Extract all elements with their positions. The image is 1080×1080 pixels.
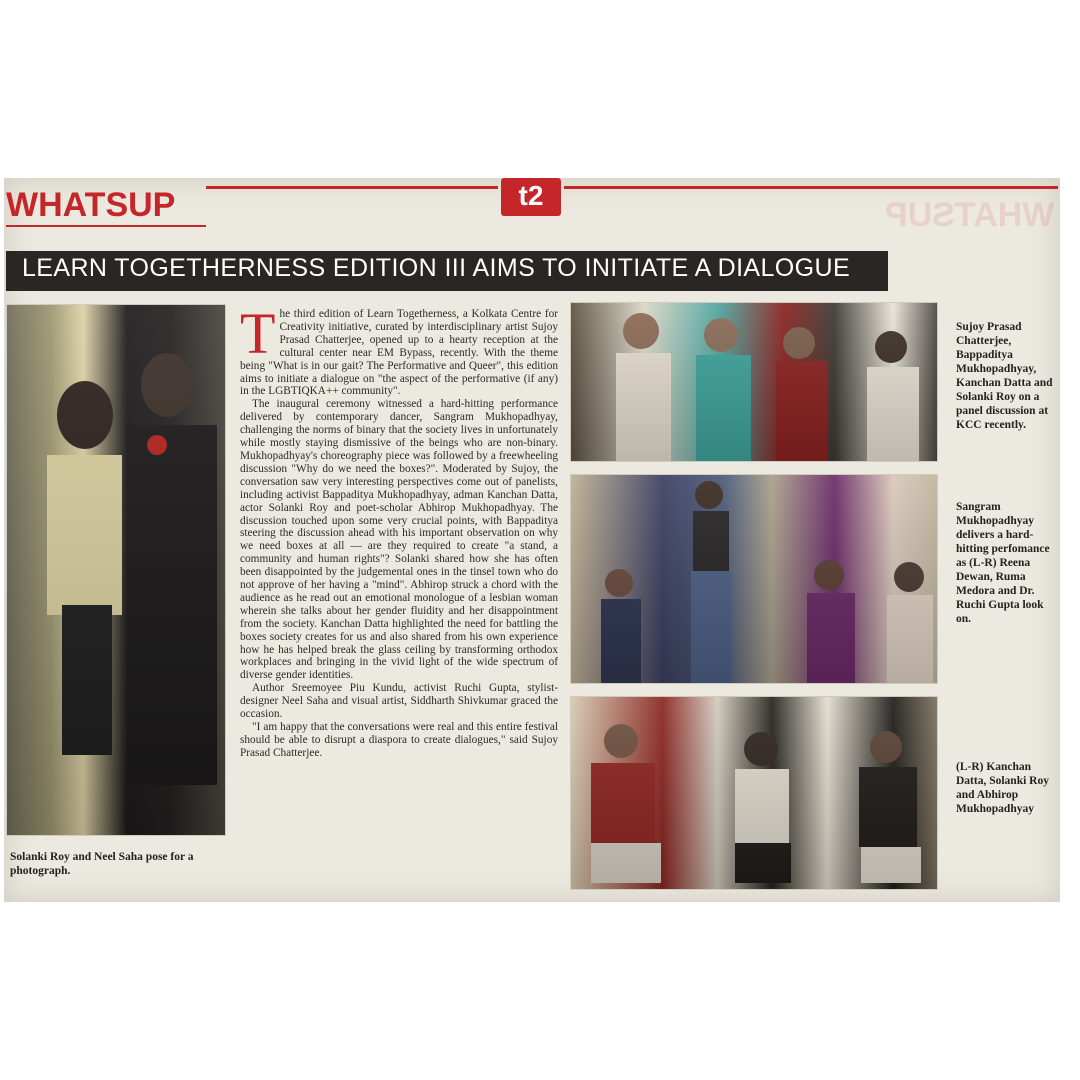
t2-logo: t2 [501, 178, 561, 216]
photo-shade [571, 475, 937, 683]
bleedthrough-section-title: WHATSUP [884, 196, 1054, 234]
photo-panelists [570, 696, 938, 890]
caption-panelists-photo: (L-R) Kanchan Datta, Solanki Roy and Abhirop Mukhopadhyay [956, 761, 1049, 815]
article-body [240, 301, 558, 760]
caption-panel-photo: Sujoy Prasad Chatterjee, Bappaditya Mukhopadhyay, Kanchan Datta and Solanki Roy on a panel discussion at KCC recently. [956, 321, 1053, 431]
drop-cap: T [240, 301, 276, 366]
article-paragraph: The inaugural ceremony witnessed a hard-hitting performance delivered by contemporary dancer, Sangram Mukhopadhyay, challenging the norms of binary that the society lives in unfortunately while mostly staying dismissive of the beings who are non-binary. Mukhopadhyay's choreography piece was followed by a freewheeling discussion "Why do we need the boxes?". Moderated by Sujoy, the conversation saw very interesting perspectives come out of panelists, including activist Bappaditya Mukhopadhyay, adman Kanchan Datta, actor Solanki Roy and poet-scholar Abhirop Mukhopadhyay. The discussion touched upon some very crucial points, with Bappaditya steering the discussion ahead with his important observation on why we need boxes at all — are they required to create "a stand, a community and human rights"? Solanki shared how she has often been disappointed by the judgemental ones in the tinsel town who do not approve of her having a "mind". Abhirop struck a chord with the audience as he read out an emotional monologue of a lesbian woman wherein she talks about her gender fluidity and her disappointment from the society. Kanchan Datta highlighted the need for battling the boxes society creates for us and also shared from his own experience how he has helped break the glass ceiling by transforming orthodox workplaces and bringing in the vivid light of the wide spectrum of diverse gender identities. [240, 398, 558, 682]
photo-shade [571, 303, 937, 461]
section-title: WHATSUP [6, 186, 176, 224]
newspaper-clipping [4, 178, 1060, 902]
article-paragraph-text: he third edition of Learn Togetherness, a Kolkata Centre for Creativity initiative, curated by interdisciplinary artist Sujoy Prasad Chatterjee, opened up to a hearty reception at the cultural center near EM Bypass, recently. With the theme being "What is in our gait? The Performative and Queer", this edition aims to initiate a dialogue on "the aspect of the performative (if any) in the LGBTIQKA++ community". [240, 308, 558, 398]
caption-performance-photo: Sangram Mukhopadhyay delivers a hard-hitting perfomance as (L-R) Reena Dewan, Ruma Medora and Dr. Ruchi Gupta look on. [956, 501, 1050, 625]
photo-panel-discussion [570, 302, 938, 462]
headline: LEARN TOGETHERNESS EDITION III AIMS TO INITIATE A DIALOGUE [22, 254, 851, 282]
photo-shade [571, 697, 937, 889]
section-underline [6, 225, 206, 227]
photo-shade [7, 305, 225, 835]
masthead-rule-right [564, 186, 1058, 189]
photo-solanki-neel [6, 304, 226, 836]
headline-bar [6, 251, 888, 291]
article-paragraph [240, 301, 558, 398]
caption-left-photo: Solanki Roy and Neel Saha pose for a photograph. [10, 851, 194, 877]
masthead-rule-left [206, 186, 498, 189]
photo-dance-performance [570, 474, 938, 684]
article-paragraph: "I am happy that the conversations were real and this entire festival should be able to disrupt a diaspora to create dialogues," said Sujoy Prasad Chatterjee. [240, 721, 558, 759]
article-paragraph: Author Sreemoyee Piu Kundu, activist Ruchi Gupta, stylist-designer Neel Saha and visual artist, Siddharth Shivkumar graced the occasion. [240, 682, 558, 721]
